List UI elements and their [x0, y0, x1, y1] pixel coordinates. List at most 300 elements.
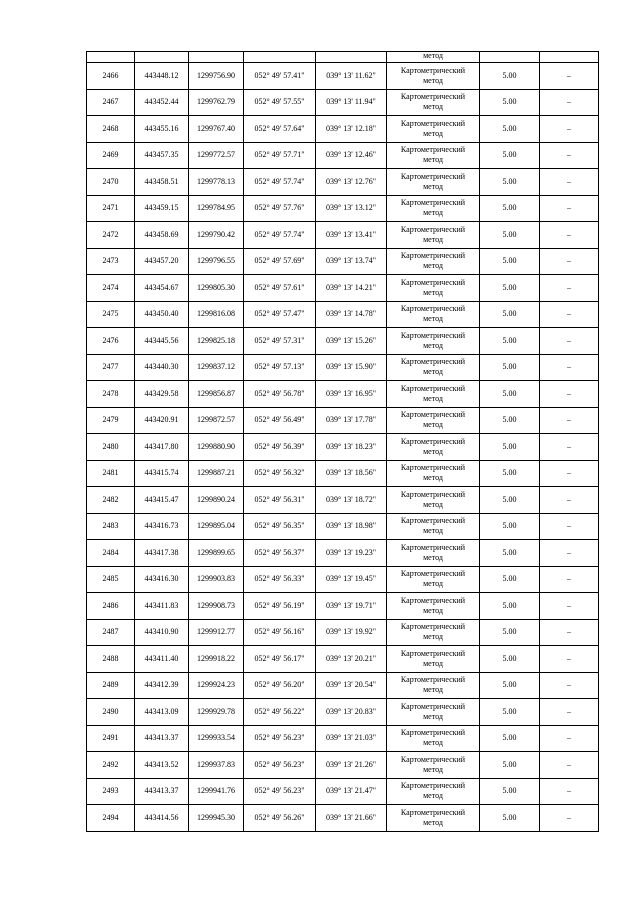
- method-cell: метод: [387, 52, 480, 63]
- y-coordinate-cell: 1299945.30: [189, 805, 244, 832]
- point-number-cell: 2483: [87, 513, 135, 540]
- note-cell: –: [540, 566, 599, 593]
- method-cell: [387, 195, 480, 222]
- cell: [135, 52, 189, 63]
- longitude-cell: 039° 13' 12.46": [316, 142, 387, 169]
- note-cell: –: [540, 63, 599, 90]
- method-cell: [387, 725, 480, 752]
- accuracy-cell: 5.00: [480, 116, 540, 143]
- accuracy-cell: 5.00: [480, 407, 540, 434]
- cell: [480, 52, 540, 63]
- method-cell: [387, 566, 480, 593]
- longitude-cell: 039° 13' 19.23": [316, 540, 387, 567]
- method-line-2: метод: [423, 658, 443, 668]
- y-coordinate-cell: 1299929.78: [189, 699, 244, 726]
- y-coordinate-cell: 1299895.04: [189, 513, 244, 540]
- table-row: [87, 116, 599, 143]
- point-number-cell: 2470: [87, 169, 135, 196]
- note-cell: –: [540, 699, 599, 726]
- x-coordinate-cell: 443420.91: [135, 407, 189, 434]
- table-row: [87, 540, 599, 567]
- point-number-cell: 2488: [87, 646, 135, 673]
- method-cell: [387, 619, 480, 646]
- longitude-cell: 039° 13' 15.26": [316, 328, 387, 355]
- longitude-cell: 039° 13' 21.66": [316, 805, 387, 832]
- method-cell: [387, 169, 480, 196]
- table-row: [87, 434, 599, 461]
- longitude-cell: 039° 13' 14.21": [316, 275, 387, 302]
- coordinates-table: [86, 51, 599, 832]
- method-cell: [387, 778, 480, 805]
- point-number-cell: 2481: [87, 460, 135, 487]
- longitude-cell: 039° 13' 13.74": [316, 248, 387, 275]
- latitude-cell: 052° 49' 56.37": [244, 540, 316, 567]
- method-line-1: Картометрический: [400, 330, 466, 340]
- table-row: [87, 354, 599, 381]
- note-cell: –: [540, 619, 599, 646]
- note-cell: –: [540, 540, 599, 567]
- method-line-1: Картометрический: [400, 251, 466, 261]
- method-line-1: Картометрический: [400, 304, 466, 314]
- cell: [316, 52, 387, 63]
- method-line-2: метод: [423, 128, 443, 138]
- method-cell: [387, 301, 480, 328]
- point-number-cell: 2475: [87, 301, 135, 328]
- latitude-cell: 052° 49' 57.71": [244, 142, 316, 169]
- longitude-cell: 039° 13' 18.23": [316, 434, 387, 461]
- y-coordinate-cell: 1299941.76: [189, 778, 244, 805]
- note-cell: –: [540, 778, 599, 805]
- accuracy-cell: 5.00: [480, 222, 540, 249]
- method-line-1: Картометрический: [400, 754, 466, 764]
- method-line-2: метод: [423, 393, 443, 403]
- longitude-cell: 039° 13' 19.45": [316, 566, 387, 593]
- accuracy-cell: 5.00: [480, 593, 540, 620]
- method-cell: [387, 752, 480, 779]
- note-cell: –: [540, 275, 599, 302]
- point-number-cell: 2478: [87, 381, 135, 408]
- accuracy-cell: 5.00: [480, 169, 540, 196]
- longitude-cell: 039° 13' 12.76": [316, 169, 387, 196]
- y-coordinate-cell: 1299872.57: [189, 407, 244, 434]
- y-coordinate-cell: 1299887.21: [189, 460, 244, 487]
- longitude-cell: 039° 13' 21.47": [316, 778, 387, 805]
- method-line-1: Картометрический: [400, 595, 466, 605]
- method-cell: [387, 222, 480, 249]
- point-number-cell: 2480: [87, 434, 135, 461]
- method-line-1: Картометрический: [400, 781, 466, 791]
- method-line-2: метод: [423, 340, 443, 350]
- latitude-cell: 052° 49' 56.19": [244, 593, 316, 620]
- method-line-2: метод: [423, 261, 443, 271]
- y-coordinate-cell: 1299933.54: [189, 725, 244, 752]
- y-coordinate-cell: 1299918.22: [189, 646, 244, 673]
- method-cell: [387, 116, 480, 143]
- note-cell: –: [540, 672, 599, 699]
- cell: [87, 52, 135, 63]
- method-cell: [387, 381, 480, 408]
- method-line-2: метод: [423, 75, 443, 85]
- longitude-cell: 039° 13' 16.95": [316, 381, 387, 408]
- table-row: [87, 752, 599, 779]
- method-cell: [387, 63, 480, 90]
- y-coordinate-cell: 1299825.18: [189, 328, 244, 355]
- method-line-1: Картометрический: [400, 118, 466, 128]
- y-coordinate-cell: 1299856.87: [189, 381, 244, 408]
- table-row: [87, 142, 599, 169]
- method-line-1: Картометрический: [400, 224, 466, 234]
- method-line-2: метод: [423, 473, 443, 483]
- latitude-cell: 052° 49' 57.74": [244, 169, 316, 196]
- method-line-2: метод: [423, 764, 443, 774]
- y-coordinate-cell: 1299767.40: [189, 116, 244, 143]
- method-line-2: метод: [423, 552, 443, 562]
- point-number-cell: 2482: [87, 487, 135, 514]
- x-coordinate-cell: 443411.83: [135, 593, 189, 620]
- y-coordinate-cell: 1299880.90: [189, 434, 244, 461]
- method-line-1: Картометрический: [400, 516, 466, 526]
- y-coordinate-cell: 1299790.42: [189, 222, 244, 249]
- point-number-cell: 2489: [87, 672, 135, 699]
- point-number-cell: 2469: [87, 142, 135, 169]
- point-number-cell: 2485: [87, 566, 135, 593]
- longitude-cell: 039° 13' 13.41": [316, 222, 387, 249]
- method-line-1: Картометрический: [400, 383, 466, 393]
- x-coordinate-cell: 443445.56: [135, 328, 189, 355]
- longitude-cell: 039° 13' 11.94": [316, 89, 387, 116]
- longitude-cell: 039° 13' 20.83": [316, 699, 387, 726]
- latitude-cell: 052° 49' 56.49": [244, 407, 316, 434]
- y-coordinate-cell: 1299796.55: [189, 248, 244, 275]
- note-cell: –: [540, 328, 599, 355]
- latitude-cell: 052° 49' 56.35": [244, 513, 316, 540]
- table-row: [87, 699, 599, 726]
- latitude-cell: 052° 49' 56.39": [244, 434, 316, 461]
- longitude-cell: 039° 13' 20.54": [316, 672, 387, 699]
- latitude-cell: 052° 49' 56.26": [244, 805, 316, 832]
- note-cell: –: [540, 354, 599, 381]
- x-coordinate-cell: 443416.30: [135, 566, 189, 593]
- point-number-cell: 2466: [87, 63, 135, 90]
- point-number-cell: 2472: [87, 222, 135, 249]
- method-cell: [387, 699, 480, 726]
- method-line-2: метод: [423, 367, 443, 377]
- latitude-cell: 052° 49' 56.78": [244, 381, 316, 408]
- document-page: [86, 51, 598, 832]
- accuracy-cell: 5.00: [480, 619, 540, 646]
- point-number-cell: 2486: [87, 593, 135, 620]
- method-cell: [387, 407, 480, 434]
- x-coordinate-cell: 443457.35: [135, 142, 189, 169]
- note-cell: –: [540, 142, 599, 169]
- table-row: [87, 381, 599, 408]
- longitude-cell: 039° 13' 19.71": [316, 593, 387, 620]
- point-number-cell: 2474: [87, 275, 135, 302]
- accuracy-cell: 5.00: [480, 778, 540, 805]
- latitude-cell: 052° 49' 57.31": [244, 328, 316, 355]
- latitude-cell: 052° 49' 57.61": [244, 275, 316, 302]
- latitude-cell: 052° 49' 56.31": [244, 487, 316, 514]
- accuracy-cell: 5.00: [480, 142, 540, 169]
- longitude-cell: 039° 13' 15.90": [316, 354, 387, 381]
- table-row: [87, 195, 599, 222]
- method-cell: [387, 354, 480, 381]
- note-cell: –: [540, 646, 599, 673]
- method-line-2: метод: [423, 791, 443, 801]
- point-number-cell: 2473: [87, 248, 135, 275]
- latitude-cell: 052° 49' 57.47": [244, 301, 316, 328]
- x-coordinate-cell: 443417.80: [135, 434, 189, 461]
- table-row: [87, 619, 599, 646]
- note-cell: –: [540, 805, 599, 832]
- table-row: [87, 222, 599, 249]
- y-coordinate-cell: 1299937.83: [189, 752, 244, 779]
- method-line-1: Картометрический: [400, 463, 466, 473]
- accuracy-cell: 5.00: [480, 699, 540, 726]
- longitude-cell: 039° 13' 18.72": [316, 487, 387, 514]
- note-cell: –: [540, 169, 599, 196]
- table-row: [87, 646, 599, 673]
- note-cell: –: [540, 460, 599, 487]
- accuracy-cell: 5.00: [480, 275, 540, 302]
- x-coordinate-cell: 443414.56: [135, 805, 189, 832]
- latitude-cell: 052° 49' 56.16": [244, 619, 316, 646]
- longitude-cell: 039° 13' 17.78": [316, 407, 387, 434]
- point-number-cell: 2492: [87, 752, 135, 779]
- x-coordinate-cell: 443415.47: [135, 487, 189, 514]
- longitude-cell: 039° 13' 18.56": [316, 460, 387, 487]
- latitude-cell: 052° 49' 57.76": [244, 195, 316, 222]
- method-cell: [387, 513, 480, 540]
- method-cell: [387, 540, 480, 567]
- x-coordinate-cell: 443413.52: [135, 752, 189, 779]
- accuracy-cell: 5.00: [480, 646, 540, 673]
- table-row: [87, 169, 599, 196]
- note-cell: –: [540, 593, 599, 620]
- x-coordinate-cell: 443415.74: [135, 460, 189, 487]
- accuracy-cell: 5.00: [480, 805, 540, 832]
- y-coordinate-cell: 1299908.73: [189, 593, 244, 620]
- method-line-1: Картометрический: [400, 65, 466, 75]
- accuracy-cell: 5.00: [480, 381, 540, 408]
- accuracy-cell: 5.00: [480, 354, 540, 381]
- method-line-1: Картометрический: [400, 807, 466, 817]
- method-cell: [387, 593, 480, 620]
- x-coordinate-cell: 443452.44: [135, 89, 189, 116]
- table-body: [87, 52, 599, 832]
- accuracy-cell: 5.00: [480, 195, 540, 222]
- method-line-2: метод: [423, 181, 443, 191]
- latitude-cell: 052° 49' 56.33": [244, 566, 316, 593]
- table-row: [87, 275, 599, 302]
- x-coordinate-cell: 443413.37: [135, 725, 189, 752]
- x-coordinate-cell: 443440.30: [135, 354, 189, 381]
- method-line-1: Картометрический: [400, 542, 466, 552]
- latitude-cell: 052° 49' 57.13": [244, 354, 316, 381]
- y-coordinate-cell: 1299899.65: [189, 540, 244, 567]
- table-row: [87, 301, 599, 328]
- accuracy-cell: 5.00: [480, 752, 540, 779]
- x-coordinate-cell: 443417.38: [135, 540, 189, 567]
- latitude-cell: 052° 49' 56.32": [244, 460, 316, 487]
- note-cell: –: [540, 752, 599, 779]
- y-coordinate-cell: 1299912.77: [189, 619, 244, 646]
- accuracy-cell: 5.00: [480, 725, 540, 752]
- method-line-1: Картометрический: [400, 357, 466, 367]
- point-number-cell: 2484: [87, 540, 135, 567]
- latitude-cell: 052° 49' 57.74": [244, 222, 316, 249]
- longitude-cell: 039° 13' 18.98": [316, 513, 387, 540]
- method-line-2: метод: [423, 817, 443, 827]
- method-line-2: метод: [423, 314, 443, 324]
- continued-row-stub: [87, 52, 599, 63]
- method-line-2: метод: [423, 605, 443, 615]
- latitude-cell: 052° 49' 56.23": [244, 752, 316, 779]
- method-cell: [387, 328, 480, 355]
- accuracy-cell: 5.00: [480, 301, 540, 328]
- x-coordinate-cell: 443416.73: [135, 513, 189, 540]
- method-line-1: Картометрический: [400, 489, 466, 499]
- note-cell: –: [540, 195, 599, 222]
- x-coordinate-cell: 443458.69: [135, 222, 189, 249]
- y-coordinate-cell: 1299837.12: [189, 354, 244, 381]
- x-coordinate-cell: 443450.40: [135, 301, 189, 328]
- longitude-cell: 039° 13' 20.21": [316, 646, 387, 673]
- x-coordinate-cell: 443413.09: [135, 699, 189, 726]
- y-coordinate-cell: 1299762.79: [189, 89, 244, 116]
- y-coordinate-cell: 1299924.23: [189, 672, 244, 699]
- longitude-cell: 039° 13' 14.78": [316, 301, 387, 328]
- longitude-cell: 039° 13' 12.18": [316, 116, 387, 143]
- table-row: [87, 725, 599, 752]
- x-coordinate-cell: 443455.16: [135, 116, 189, 143]
- cell: [189, 52, 244, 63]
- method-cell: [387, 646, 480, 673]
- method-line-1: Картометрический: [400, 92, 466, 102]
- accuracy-cell: 5.00: [480, 487, 540, 514]
- method-line-1: Картометрический: [400, 436, 466, 446]
- method-cell: [387, 460, 480, 487]
- table-row: [87, 460, 599, 487]
- table-row: [87, 513, 599, 540]
- y-coordinate-cell: 1299805.30: [189, 275, 244, 302]
- point-number-cell: 2479: [87, 407, 135, 434]
- x-coordinate-cell: 443429.58: [135, 381, 189, 408]
- method-line-1: Картометрический: [400, 728, 466, 738]
- y-coordinate-cell: 1299772.57: [189, 142, 244, 169]
- longitude-cell: 039° 13' 21.26": [316, 752, 387, 779]
- method-line-2: метод: [423, 287, 443, 297]
- method-line-2: метод: [423, 208, 443, 218]
- table-row: [87, 63, 599, 90]
- method-cell: [387, 805, 480, 832]
- longitude-cell: 039° 13' 13.12": [316, 195, 387, 222]
- accuracy-cell: 5.00: [480, 566, 540, 593]
- table-row: [87, 487, 599, 514]
- method-cell: [387, 89, 480, 116]
- y-coordinate-cell: 1299890.24: [189, 487, 244, 514]
- method-line-2: метод: [423, 155, 443, 165]
- method-line-1: Картометрический: [400, 277, 466, 287]
- y-coordinate-cell: 1299784.95: [189, 195, 244, 222]
- method-line-2: метод: [423, 526, 443, 536]
- method-cell: [387, 672, 480, 699]
- latitude-cell: 052° 49' 57.55": [244, 89, 316, 116]
- latitude-cell: 052° 49' 56.22": [244, 699, 316, 726]
- table-row: [87, 328, 599, 355]
- method-line-1: Картометрический: [400, 675, 466, 685]
- cell: [540, 52, 599, 63]
- method-line-2: метод: [423, 711, 443, 721]
- cell: [244, 52, 316, 63]
- point-number-cell: 2490: [87, 699, 135, 726]
- method-line-1: Картометрический: [400, 145, 466, 155]
- y-coordinate-cell: 1299756.90: [189, 63, 244, 90]
- x-coordinate-cell: 443411.40: [135, 646, 189, 673]
- accuracy-cell: 5.00: [480, 513, 540, 540]
- x-coordinate-cell: 443457.20: [135, 248, 189, 275]
- note-cell: –: [540, 407, 599, 434]
- point-number-cell: 2493: [87, 778, 135, 805]
- method-line-2: метод: [423, 685, 443, 695]
- table-row: [87, 778, 599, 805]
- note-cell: –: [540, 381, 599, 408]
- method-cell: [387, 142, 480, 169]
- x-coordinate-cell: 443454.67: [135, 275, 189, 302]
- note-cell: –: [540, 116, 599, 143]
- longitude-cell: 039° 13' 21.03": [316, 725, 387, 752]
- method-line-2: метод: [423, 579, 443, 589]
- accuracy-cell: 5.00: [480, 460, 540, 487]
- method-line-2: метод: [423, 420, 443, 430]
- latitude-cell: 052° 49' 56.23": [244, 778, 316, 805]
- point-number-cell: 2477: [87, 354, 135, 381]
- method-cell: [387, 487, 480, 514]
- y-coordinate-cell: 1299903.83: [189, 566, 244, 593]
- method-line-1: Картометрический: [400, 622, 466, 632]
- note-cell: –: [540, 248, 599, 275]
- method-line-1: Картометрический: [400, 569, 466, 579]
- point-number-cell: 2467: [87, 89, 135, 116]
- accuracy-cell: 5.00: [480, 89, 540, 116]
- table-row: [87, 89, 599, 116]
- point-number-cell: 2487: [87, 619, 135, 646]
- method-cell: [387, 434, 480, 461]
- method-cell: [387, 248, 480, 275]
- method-line-1: Картометрический: [400, 198, 466, 208]
- table-row: [87, 566, 599, 593]
- latitude-cell: 052° 49' 56.23": [244, 725, 316, 752]
- note-cell: –: [540, 487, 599, 514]
- x-coordinate-cell: 443412.39: [135, 672, 189, 699]
- table-row: [87, 593, 599, 620]
- x-coordinate-cell: 443448.12: [135, 63, 189, 90]
- method-line-1: Картометрический: [400, 410, 466, 420]
- method-line-2: метод: [423, 632, 443, 642]
- point-number-cell: 2494: [87, 805, 135, 832]
- point-number-cell: 2468: [87, 116, 135, 143]
- note-cell: –: [540, 725, 599, 752]
- method-line-2: метод: [423, 446, 443, 456]
- method-line-1: Картометрический: [400, 648, 466, 658]
- note-cell: –: [540, 301, 599, 328]
- accuracy-cell: 5.00: [480, 63, 540, 90]
- accuracy-cell: 5.00: [480, 248, 540, 275]
- latitude-cell: 052° 49' 57.69": [244, 248, 316, 275]
- x-coordinate-cell: 443413.37: [135, 778, 189, 805]
- table-row: [87, 805, 599, 832]
- table-row: [87, 248, 599, 275]
